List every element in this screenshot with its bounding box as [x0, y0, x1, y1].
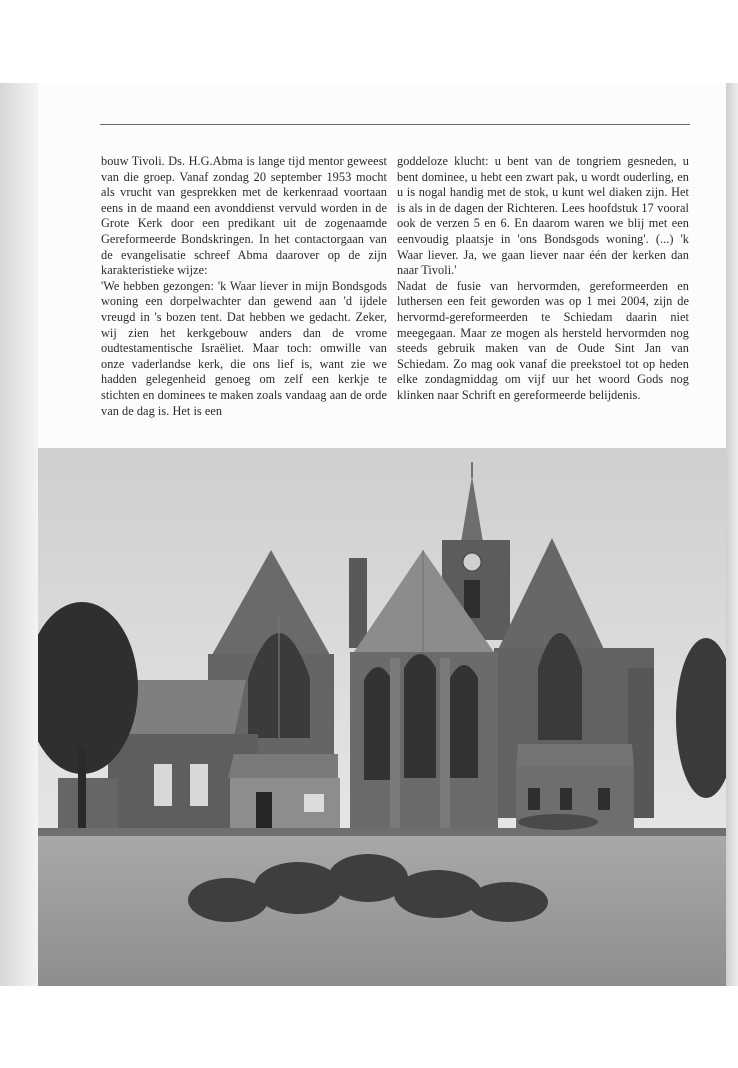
lawn: [38, 832, 726, 986]
paragraph: bouw Tivoli. Ds. H.G.Abma is lange tijd mentor geweest van die groep. Vanaf zondag 20 september 1953 mocht als vrucht van gesprekken met de kerkenraad voortaan eens in de maand een avonddienst vervuld worden in de Grote Kerk door een predikant uit de zogenaamde Gereformeerde Bondskringen. In het contactorgaan van de evangelisatie schreef Abma daarover op de zijn karakteristieke wijze:: [101, 154, 387, 278]
quote-paragraph: goddeloze klucht: u bent van de tongriem gesneden, u bent dominee, u hebt een zwart pak, u wordt ouderling, en u is nogal handig met de stok, u kunt wel diaken zijn. Het is als in de dagen der Richteren. Lees hoofdstuk 17 vooral ook de verzen 5 en 6. En daarom waren we blij met een eenvoudig plaatsje in 'ons Bondsgods woning'. (...) 'k Waar liever. Ja, we gaan liever naar één der kerken dan naar Tivoli.': [397, 154, 689, 278]
header-rule: [100, 124, 690, 125]
paragraph: Nadat de fusie van hervormden, gereformeerden en luthersen een feit geworden was op 1 mei 2004, zijn de hervormd-gereformeerden te Schiedam daarin niet meegegaan. Maar ze mogen als hersteld hervormden nog steeds gebruik maken van de Oude Sint Jan van Schiedam. Zo mag ook vanaf die preekstoel tot op heden elke zondagmiddag om vijf uur het woord Gods nog klinken naar Schrift en gereformeerde belijdenis.: [397, 278, 689, 402]
text-column-left: [101, 154, 387, 419]
front-annex: [228, 754, 340, 836]
scan-margin-right: [726, 83, 738, 986]
church-photograph: [38, 448, 726, 986]
quote-paragraph: 'We hebben gezongen: 'k Waar liever in mijn Bondsgods woning een dorpelwachter dan gewend aan 'd ijdele vreugd in 's bozen tent. Dat hebben we gedacht. Zeker, wij zien het kerkgebouw anders dan de vrome oudtestamentische Israëliet. Maar toch: omwille van onze vaderlandse kerk, die ons lief is, want zie we hadden gelegenheid genoeg om zelf een kerkje te stichten en dominees te maken zoals vandaag aan de orde van de dag is. Het is een: [101, 278, 387, 418]
text-column-right: [397, 154, 689, 404]
chimney: [349, 558, 367, 648]
scan-margin-left: [0, 83, 38, 986]
